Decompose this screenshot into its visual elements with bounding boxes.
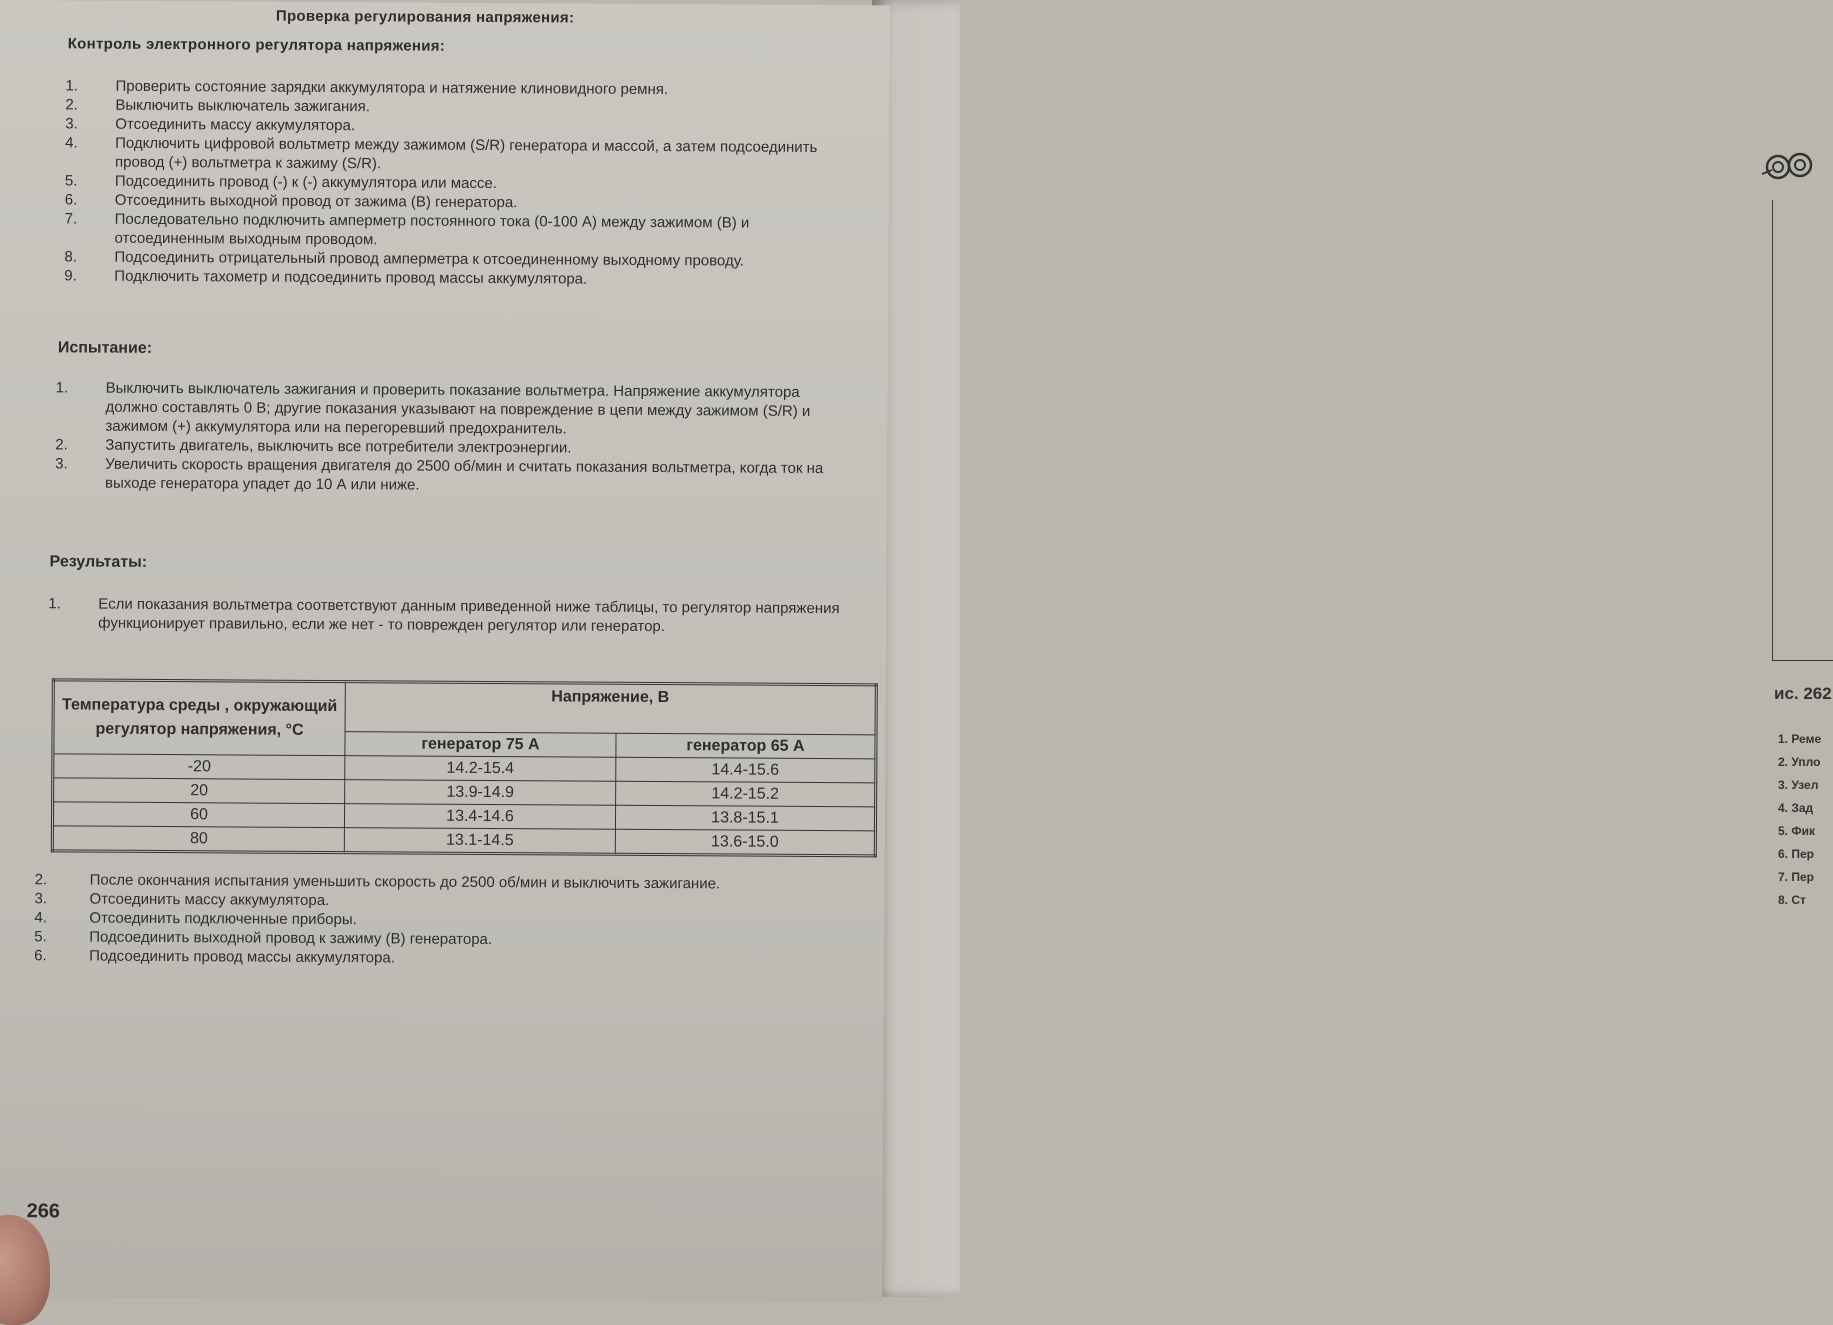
test-heading: Испытание: bbox=[57, 339, 153, 357]
final-steps-list bbox=[34, 870, 835, 970]
list-item: 7. Последовательно подключить амперметр постоянного тока (0-100 А) между зажимом (В) и отсоединенным выходным проводом. bbox=[64, 210, 750, 249]
figure-legend-item: 8. Ст bbox=[1778, 893, 1806, 907]
table-cell: 13.1-14.5 bbox=[344, 828, 615, 855]
list-item: 1. Если показания вольтметра соответствуют данным приведенной ниже таблицы, то регулятор напряжения функционирует правильно, если же нет - то поврежден регулятор или генератор. bbox=[48, 595, 840, 636]
table-cell: 80 bbox=[52, 826, 344, 853]
figure-frame bbox=[1772, 200, 1833, 661]
list-item: 3. Отсоединить массу аккумулятора. bbox=[34, 890, 330, 910]
list-item: 8. Подсоединить отрицательный провод амперметра к отсоединенному выходному проводу. bbox=[64, 248, 744, 270]
test-steps-list bbox=[55, 378, 846, 497]
figure-legend-item: 1. Реме bbox=[1778, 732, 1822, 746]
table-header-gen75: генератор 75 А bbox=[345, 732, 616, 758]
figure-legend-item: 6. Пер bbox=[1778, 847, 1814, 861]
figure-label: ис. 262 bbox=[1774, 684, 1832, 703]
figure-legend-item: 2. Упло bbox=[1778, 755, 1821, 769]
table-cell: 14.2-15.2 bbox=[616, 781, 876, 807]
figure-legend-item: 7. Пер bbox=[1778, 870, 1814, 884]
results-steps-list bbox=[48, 594, 848, 637]
figure-legend-item: 4. Зад bbox=[1778, 801, 1814, 815]
list-item: 1. Выключить выключатель зажигания и проверить показание вольтметра. Напряжение аккумулятора должно составлять 0 В; другие показания указывают на повреждение в цепи между зажимом (S/R) и зажимом (+) аккумулятора или на перегоревший предохранитель. bbox=[55, 379, 811, 438]
list-item: 2. Выключить выключатель зажигания. bbox=[65, 96, 370, 116]
page-number: 266 bbox=[26, 1200, 61, 1223]
book-page bbox=[0, 0, 890, 1302]
table-cell: 60 bbox=[52, 802, 344, 828]
figure-legend-item: 3. Узел bbox=[1778, 778, 1819, 792]
list-item: 9. Подключить тахометр и подсоединить провод массы аккумулятора. bbox=[64, 267, 588, 288]
table-cell: 13.4-14.6 bbox=[344, 804, 615, 830]
gear-diagram-icon bbox=[1762, 150, 1814, 184]
table-cell: 13.8-15.1 bbox=[615, 805, 875, 831]
list-item: 2. Запустить двигатель, выключить все потребители электроэнергии. bbox=[55, 436, 572, 457]
table-header-voltage: Напряжение, В bbox=[345, 682, 876, 735]
list-item: 1. Проверить состояние зарядки аккумулятора и натяжение клиновидного ремня. bbox=[65, 77, 669, 99]
list-item: 2. После окончания испытания уменьшить скорость до 2500 об/мин и выключить зажигание. bbox=[34, 871, 721, 893]
section-subtitle: Контроль электронного регулятора напряжения: bbox=[67, 35, 446, 55]
table-cell: 13.6-15.0 bbox=[615, 829, 875, 856]
list-item: 4. Отсоединить подключенные приборы. bbox=[34, 909, 357, 929]
table-cell: 13.9-14.9 bbox=[345, 780, 616, 806]
table-row bbox=[52, 826, 875, 856]
list-item: 3. Отсоединить массу аккумулятора. bbox=[65, 115, 356, 135]
results-heading: Результаты: bbox=[49, 553, 148, 571]
table-cell: 14.4-15.6 bbox=[616, 757, 876, 783]
list-item: 3. Увеличить скорость вращения двигателя до 2500 об/мин и считать показания вольтметра, когда ток на выходе генератора упадет до 10 А или ниже. bbox=[55, 455, 824, 494]
table-cell: 14.2-15.4 bbox=[345, 756, 616, 782]
list-item: 5. Подсоединить провод (-) к (-) аккумулятора или массе. bbox=[64, 172, 497, 193]
table-cell: 20 bbox=[53, 778, 345, 804]
table-cell: -20 bbox=[53, 754, 345, 780]
page-title: Проверка регулирования напряжения: bbox=[275, 7, 575, 27]
table-header-temperature: Температура среды , окружающий регулятор напряжения, °С bbox=[53, 680, 345, 756]
figure-legend-item: 5. Фик bbox=[1778, 824, 1815, 838]
list-item: 4. Подключить цифровой вольтметр между зажимом (S/R) генератора и массой, а затем подсоединить провод (+) вольтметра к зажиму (S/R). bbox=[65, 134, 818, 173]
setup-steps-list bbox=[64, 76, 845, 290]
voltage-table bbox=[51, 678, 878, 857]
list-item: 6. Подсоединить провод массы аккумулятора. bbox=[34, 947, 395, 967]
table-header-gen65: генератор 65 А bbox=[616, 733, 876, 759]
list-item: 5. Подсоединить выходной провод к зажиму (В) генератора. bbox=[34, 928, 493, 949]
list-item: 6. Отсоединить выходной провод от зажима (В) генератора. bbox=[64, 191, 518, 212]
